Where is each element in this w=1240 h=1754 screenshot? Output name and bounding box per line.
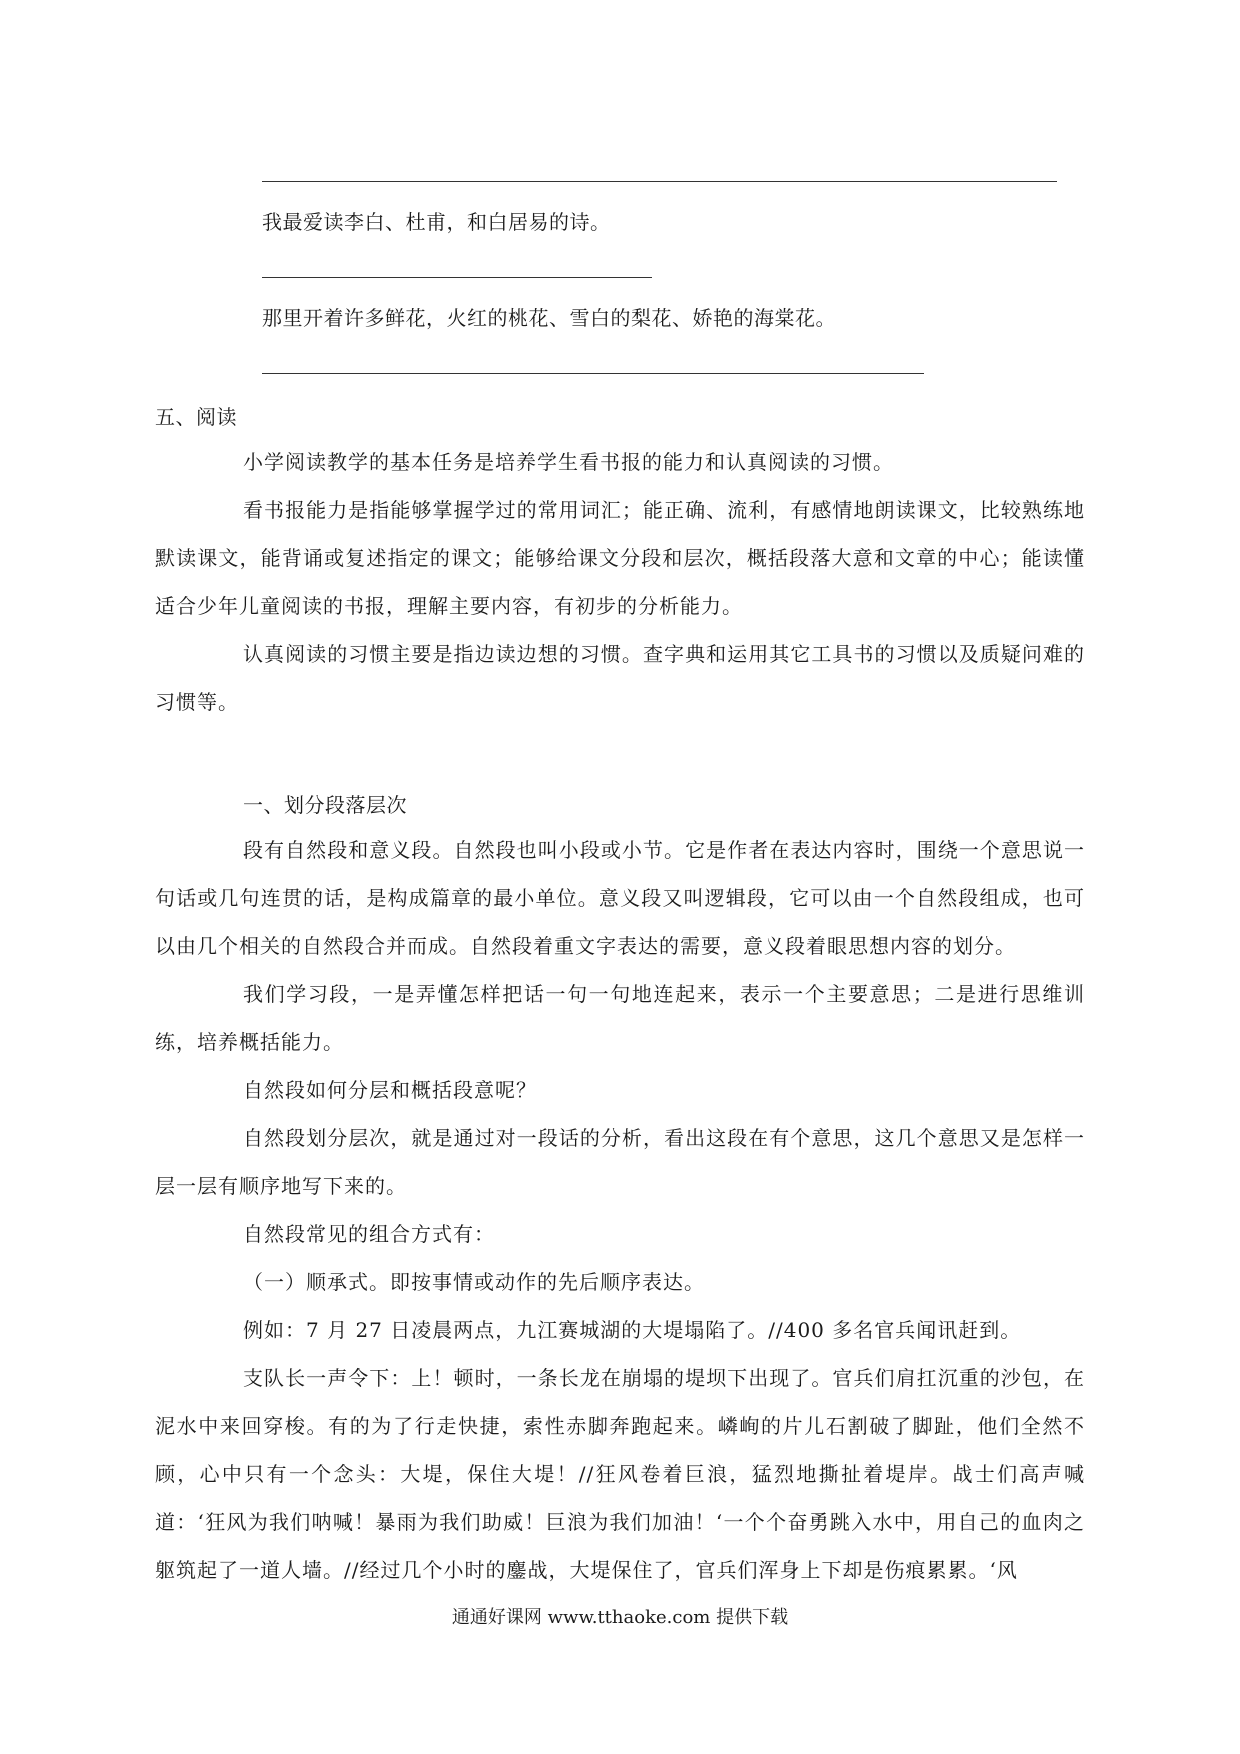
section-heading-reading: 五、阅读 xyxy=(155,405,237,429)
paragraph-layering-explained: 自然段划分层次，就是通过对一段话的分析，看出这段在有个意思，这几个意思又是怎样一层一层有顺序地写下来的。 xyxy=(155,1126,1085,1198)
paragraph-learning-purpose: 我们学习段，一是弄懂怎样把话一句一句地连起来，表示一个主要意思；二是进行思维训练，培养概括能力。 xyxy=(155,982,1085,1054)
paragraph-example-intro: 例如：7 月 27 日凌晨两点，九江赛城湖的大堤塌陷了。//400 多名官兵闻讯赶到。 xyxy=(243,1318,1022,1342)
page-footer: 通通好课网 www.tthaoke.com 提供下载 xyxy=(451,1607,789,1628)
exercise-sentence-2: 那里开着许多鲜花，火红的桃花、雪白的梨花、娇艳的海棠花。 xyxy=(262,306,836,330)
paragraph-question: 自然段如何分层和概括段意呢？ xyxy=(243,1078,537,1102)
answer-line-3 xyxy=(262,373,924,374)
paragraph-sequential-type: （一）顺承式。即按事情或动作的先后顺序表达。 xyxy=(243,1270,705,1294)
paragraph-reading-habit: 认真阅读的习惯主要是指边读边想的习惯。查字典和运用其它工具书的习惯以及质疑问难的习惯等。 xyxy=(155,642,1085,714)
paragraph-reading-goal: 小学阅读教学的基本任务是培养学生看书报的能力和认真阅读的习惯。 xyxy=(243,450,894,474)
paragraph-natural-and-meaning: 段有自然段和意义段。自然段也叫小段或小节。它是作者在表达内容时，围绕一个意思说一句话或几句连贯的话，是构成篇章的最小单位。意义段又叫逻辑段，它可以由一个自然段组成，也可以由几个相关的自然段合并而成。自然段着重文字表达的需要，意义段着眼思想内容的划分。 xyxy=(155,838,1085,958)
answer-line-2 xyxy=(262,277,652,278)
paragraph-example-body: 支队长一声令下：上！顿时，一条长龙在崩塌的堤坝下出现了。官兵们肩扛沉重的沙包，在泥水中来回穿梭。有的为了行走快捷，索性赤脚奔跑起来。嶙峋的片儿石割破了脚趾，他们全然不顾，心中只有一个念头：大堤，保住大堤！//狂风卷着巨浪，猛烈地撕扯着堤岸。战士们高声喊道：‘狂风为我们呐喊！暴雨为我们助威！巨浪为我们加油！‘一个个奋勇跳入水中，用自己的血肉之躯筑起了一道人墙。//经过几个小时的鏖战，大堤保住了，官兵们浑身上下却是伤痕累累。‘风 xyxy=(155,1366,1085,1582)
exercise-sentence-1: 我最爱读李白、杜甫，和白居易的诗。 xyxy=(262,210,611,234)
subsection-heading-paragraph-levels: 一、划分段落层次 xyxy=(243,793,407,817)
paragraph-reading-ability: 看书报能力是指能够掌握学过的常用词汇；能正确、流利，有感情地朗读课文，比较熟练地默读课文，能背诵或复述指定的课文；能够给课文分段和层次，概括段落大意和文章的中心；能读懂适合少年儿童阅读的书报，理解主要内容，有初步的分析能力。 xyxy=(155,498,1085,618)
paragraph-combination-intro: 自然段常见的组合方式有： xyxy=(243,1222,495,1246)
answer-line-1 xyxy=(262,181,1057,182)
